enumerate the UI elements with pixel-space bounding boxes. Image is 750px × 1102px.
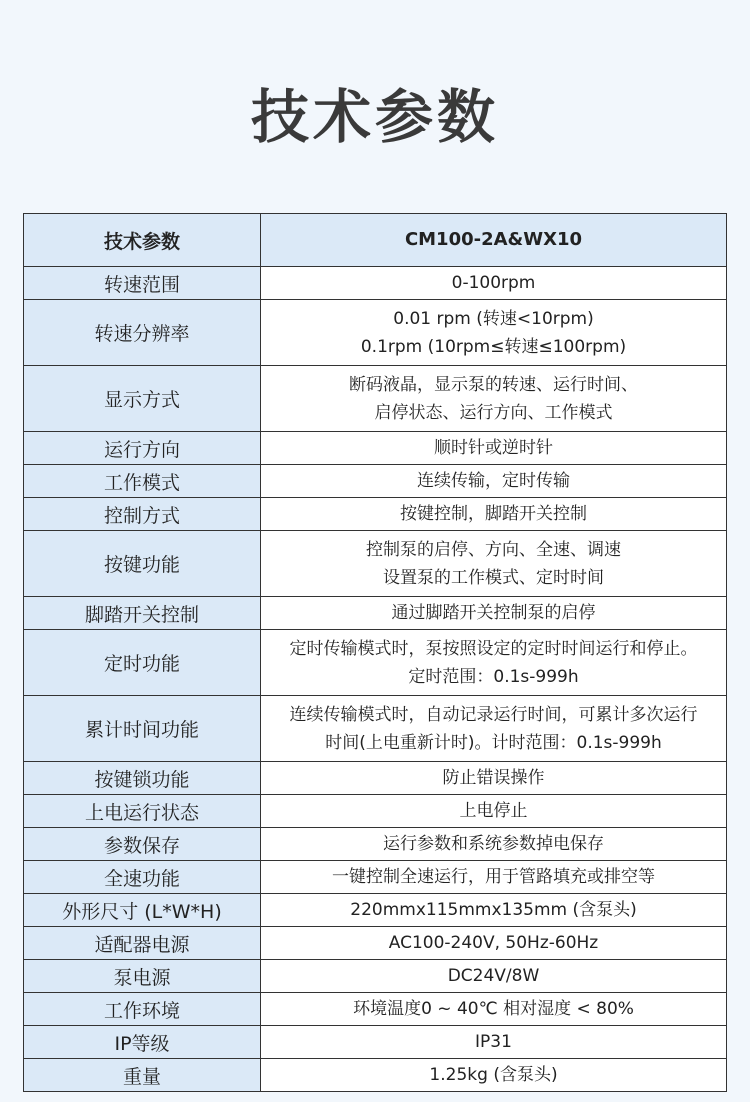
spec-value-line: 连续传输模式时，自动记录运行时间，可累计多次运行 xyxy=(289,704,698,725)
table-row xyxy=(24,630,727,696)
spec-value-cell xyxy=(261,894,727,927)
spec-value-cell xyxy=(261,366,727,432)
spec-value-cell xyxy=(261,795,727,828)
spec-value-line: 连续传输，定时传输 xyxy=(417,471,570,491)
spec-value-cell xyxy=(261,630,727,696)
spec-value-cell xyxy=(261,927,727,960)
spec-label-cell: 运行方向 xyxy=(24,432,261,465)
table-row xyxy=(24,828,727,861)
spec-value-line: 防止错误操作 xyxy=(442,768,545,788)
spec-value-cell xyxy=(261,465,727,498)
spec-label-cell: 定时功能 xyxy=(24,630,261,696)
spec-value-line: 按键控制，脚踏开关控制 xyxy=(400,504,587,524)
spec-label-cell: 转速分辨率 xyxy=(24,300,261,366)
spec-label-cell: 外形尺寸 (L*W*H) xyxy=(24,894,261,927)
table-row xyxy=(24,795,727,828)
table-row xyxy=(24,993,727,1026)
table-row xyxy=(24,432,727,465)
spec-table xyxy=(23,213,727,1092)
spec-value-cell xyxy=(261,993,727,1026)
spec-value-cell xyxy=(261,861,727,894)
spec-value-line: 启停状态、运行方向、工作模式 xyxy=(374,402,613,423)
spec-value-line: 断码液晶，显示泵的转速、运行时间、 xyxy=(349,374,638,395)
spec-value-line: 一键控制全速运行，用于管路填充或排空等 xyxy=(332,867,655,887)
table-row xyxy=(24,894,727,927)
table-row xyxy=(24,597,727,630)
spec-value-line: 220mmx115mmx135mm (含泵头) xyxy=(350,900,637,920)
spec-label-cell: 转速范围 xyxy=(24,267,261,300)
spec-value-cell xyxy=(261,762,727,795)
spec-value-cell xyxy=(261,960,727,993)
spec-label-cell: 按键功能 xyxy=(24,531,261,597)
spec-label-cell: 全速功能 xyxy=(24,861,261,894)
table-row xyxy=(24,366,727,432)
spec-label-cell: 工作环境 xyxy=(24,993,261,1026)
spec-value-cell xyxy=(261,300,727,366)
table-row xyxy=(24,1026,727,1059)
spec-value-line: 时间(上电重新计时)。计时范围：0.1s-999h xyxy=(325,732,662,753)
spec-value-cell xyxy=(261,432,727,465)
table-row xyxy=(24,300,727,366)
spec-value-cell xyxy=(261,267,727,300)
spec-label-cell: 上电运行状态 xyxy=(24,795,261,828)
spec-value-cell xyxy=(261,597,727,630)
spec-value-line: 定时传输模式时，泵按照设定的定时时间运行和停止。 xyxy=(289,638,698,659)
spec-value-line: 设置泵的工作模式、定时时间 xyxy=(383,567,604,588)
spec-value-cell xyxy=(261,696,727,762)
spec-value-line: 0.01 rpm (转速<10rpm) xyxy=(393,308,594,329)
spec-label-cell: 脚踏开关控制 xyxy=(24,597,261,630)
spec-label-cell: 按键锁功能 xyxy=(24,762,261,795)
spec-value-line: 定时范围：0.1s-999h xyxy=(408,666,579,687)
table-row xyxy=(24,861,727,894)
table-row xyxy=(24,927,727,960)
page-title: 技术参数 xyxy=(250,83,499,151)
table-row xyxy=(24,465,727,498)
spec-label-cell: IP等级 xyxy=(24,1026,261,1059)
header-label-cell: 技术参数 xyxy=(24,214,261,267)
table-row xyxy=(24,1059,727,1092)
spec-value-cell xyxy=(261,828,727,861)
spec-label-cell: 泵电源 xyxy=(24,960,261,993)
table-row xyxy=(24,960,727,993)
spec-value-line: IP31 xyxy=(475,1032,512,1052)
spec-value-line: 环境温度0 ~ 40℃ 相对湿度 < 80% xyxy=(353,999,634,1019)
spec-value-cell xyxy=(261,1059,727,1092)
spec-value-line: 上电停止 xyxy=(459,801,528,821)
spec-value-line: 运行参数和系统参数掉电保存 xyxy=(383,834,604,854)
table-row xyxy=(24,267,727,300)
table-header-row xyxy=(24,214,727,267)
spec-value-line: 1.25kg (含泵头) xyxy=(429,1065,558,1085)
spec-value-cell xyxy=(261,1026,727,1059)
table-row xyxy=(24,696,727,762)
table-row xyxy=(24,498,727,531)
table-row xyxy=(24,762,727,795)
header-model-cell: CM100-2A&WX10 xyxy=(261,214,727,267)
spec-label-cell: 控制方式 xyxy=(24,498,261,531)
spec-value-cell xyxy=(261,498,727,531)
spec-label-cell: 显示方式 xyxy=(24,366,261,432)
spec-value-line: 0.1rpm (10rpm≤转速≤100rpm) xyxy=(360,336,627,357)
spec-label-cell: 适配器电源 xyxy=(24,927,261,960)
spec-value-line: 通过脚踏开关控制泵的启停 xyxy=(391,603,596,623)
spec-label-cell: 工作模式 xyxy=(24,465,261,498)
table-row xyxy=(24,531,727,597)
spec-value-cell xyxy=(261,531,727,597)
spec-label-cell: 重量 xyxy=(24,1059,261,1092)
spec-value-line: AC100-240V, 50Hz-60Hz xyxy=(388,933,599,953)
spec-value-line: DC24V/8W xyxy=(447,966,540,986)
spec-value-line: 控制泵的启停、方向、全速、调速 xyxy=(366,539,621,560)
spec-value-line: 顺时针或逆时针 xyxy=(434,438,553,458)
spec-label-cell: 累计时间功能 xyxy=(24,696,261,762)
spec-value-line: 0-100rpm xyxy=(451,273,536,293)
spec-label-cell: 参数保存 xyxy=(24,828,261,861)
